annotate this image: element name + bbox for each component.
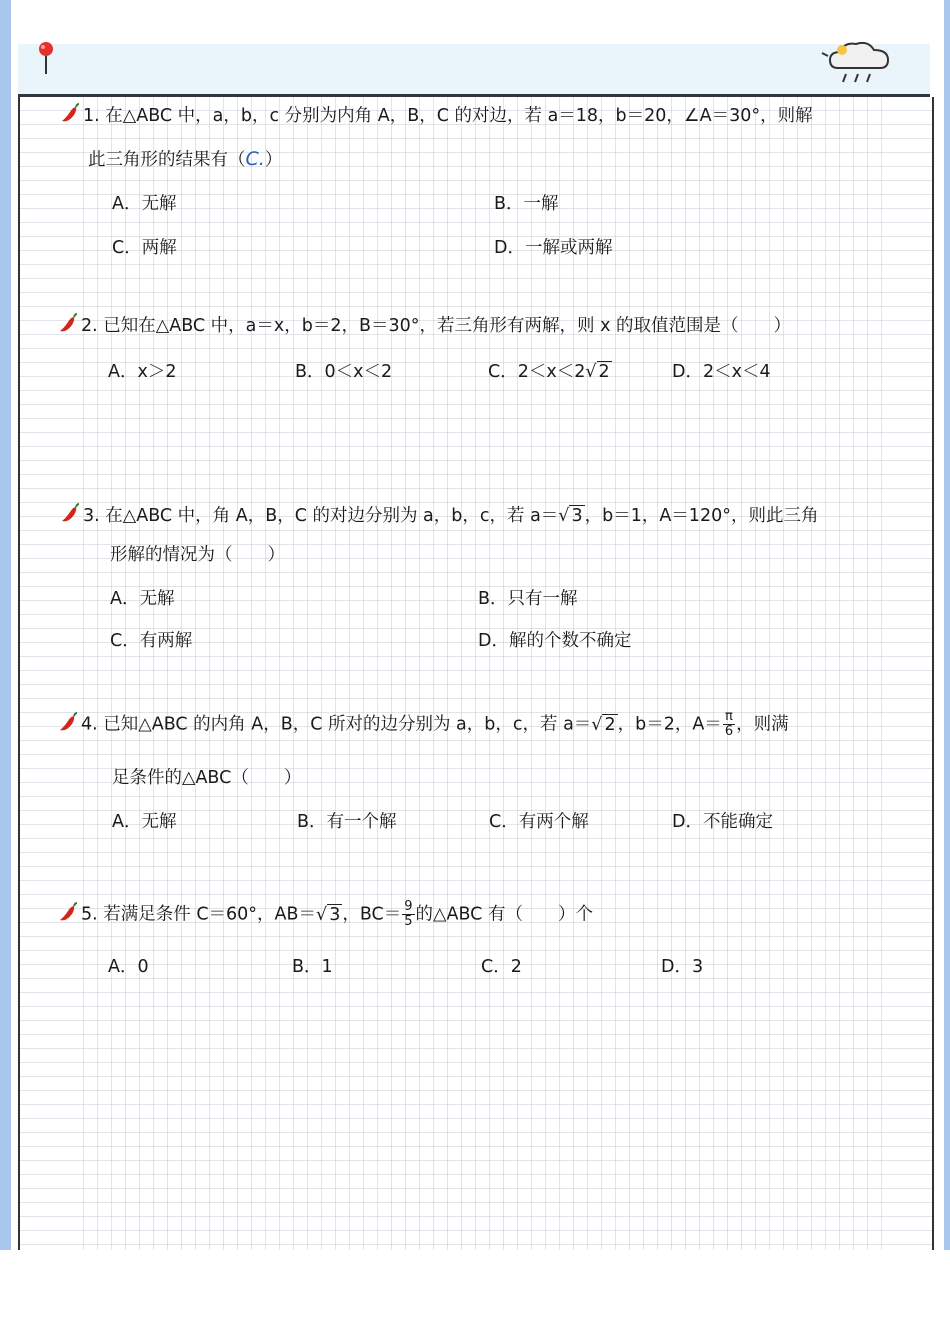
- question-4-line1: [56, 710, 789, 739]
- question-1-line2: [88, 147, 282, 172]
- q2-option-d: D．2＜x＜4: [672, 362, 771, 382]
- question-3-text-tail: ，b＝1，A＝120°，则此三角: [584, 506, 819, 526]
- chili-pepper-icon: [56, 902, 78, 924]
- question-4-line2: 足条件的△ABC（ ）: [112, 768, 302, 788]
- q4-option-a: A．无解: [112, 812, 177, 832]
- question-5-text-tail: 的△ABC 有（ ）个: [415, 904, 593, 925]
- q3-option-d: D．解的个数不确定: [478, 631, 632, 651]
- fraction-numerator: π: [723, 710, 735, 725]
- question-5-line1: [56, 900, 593, 929]
- q4-option-c: C．有两个解: [489, 812, 589, 832]
- q1-option-a: A．无解: [112, 194, 177, 214]
- q1-option-b: B．一解: [494, 194, 559, 214]
- right-side-band: [944, 0, 950, 1250]
- fraction-denominator: 6: [724, 724, 734, 739]
- sqrt-expression: √ 3: [316, 904, 341, 925]
- chili-pepper-icon: [56, 313, 78, 335]
- question-3-line1: [58, 503, 818, 528]
- q1-option-c: C．两解: [112, 238, 177, 258]
- sqrt-radicand: 2: [598, 362, 610, 382]
- sqrt-expression: √ 2: [591, 714, 616, 735]
- question-3-line2: 形解的情况为（ ）: [110, 545, 285, 565]
- question-2-text: 2. 已知在△ABC 中，a＝x，b＝2，B＝30°，若三角形有两解，则 x 的取值范围是（ ）: [81, 316, 791, 336]
- header-band: [18, 44, 930, 97]
- chili-pepper-icon: [58, 503, 80, 525]
- question-1-text2: 此三角形的结果有（: [88, 150, 246, 170]
- chili-pepper-icon: [58, 103, 80, 125]
- question-2-line1: [56, 313, 791, 338]
- sqrt-expression: √ 3: [558, 506, 583, 526]
- question-4-text-tail: ，则满: [736, 714, 789, 735]
- q3-option-c: C．有两解: [110, 631, 193, 651]
- sqrt-radicand: 2: [604, 714, 616, 735]
- question-3-text: 3. 在△ABC 中，角 A，B，C 的对边分别为 a，b，c，若 a＝: [83, 506, 559, 526]
- fraction-numerator: 9: [404, 899, 413, 914]
- left-side-band: [0, 0, 11, 1250]
- q2-option-a: A．x＞2: [108, 362, 177, 382]
- chili-pepper-icon: [56, 712, 78, 734]
- q4-option-d: D．不能确定: [672, 812, 773, 832]
- q5-option-c: C．2: [481, 957, 522, 977]
- sqrt-radicand: 3: [329, 904, 341, 925]
- question-1-bracket: ）: [264, 150, 283, 170]
- q2-option-c: [488, 360, 612, 384]
- q4-option-b: B．有一个解: [297, 812, 397, 832]
- fraction: [402, 900, 414, 929]
- q2-option-b: B．0＜x＜2: [295, 362, 393, 382]
- q5-option-b: B．1: [292, 957, 333, 977]
- q1-option-d: D．一解或两解: [494, 238, 613, 258]
- q2-option-c-text: C．2＜x＜2: [488, 362, 586, 382]
- question-4-text: 4. 已知△ABC 的内角 A，B，C 所对的边分别为 a，b，c，若 a＝: [81, 714, 592, 735]
- sqrt-expression: √ 2: [585, 362, 610, 382]
- q5-option-d: D．3: [661, 957, 704, 977]
- q3-option-a: A．无解: [110, 589, 175, 609]
- pushpin-icon: [33, 40, 59, 76]
- question-5-text: 5. 若满足条件 C＝60°，AB＝: [81, 904, 317, 925]
- q5-option-a: A．0: [108, 957, 149, 977]
- rain-cloud-icon: [818, 38, 898, 88]
- question-1-line1: [58, 103, 813, 128]
- sqrt-radicand: 3: [571, 506, 583, 526]
- question-5-text-mid: ，BC＝: [342, 904, 402, 925]
- question-1-text: 1. 在△ABC 中，a，b，c 分别为内角 A，B，C 的对边，若 a＝18，b＝20，∠A＝30°，则解: [83, 106, 813, 126]
- handwritten-answer: C.: [245, 148, 265, 170]
- fraction-denominator: 5: [404, 914, 413, 929]
- fraction: [723, 710, 735, 739]
- grid-paper: [18, 97, 934, 1250]
- q3-option-b: B．只有一解: [478, 589, 578, 609]
- question-4-text-mid: ，b＝2，A＝: [617, 714, 722, 735]
